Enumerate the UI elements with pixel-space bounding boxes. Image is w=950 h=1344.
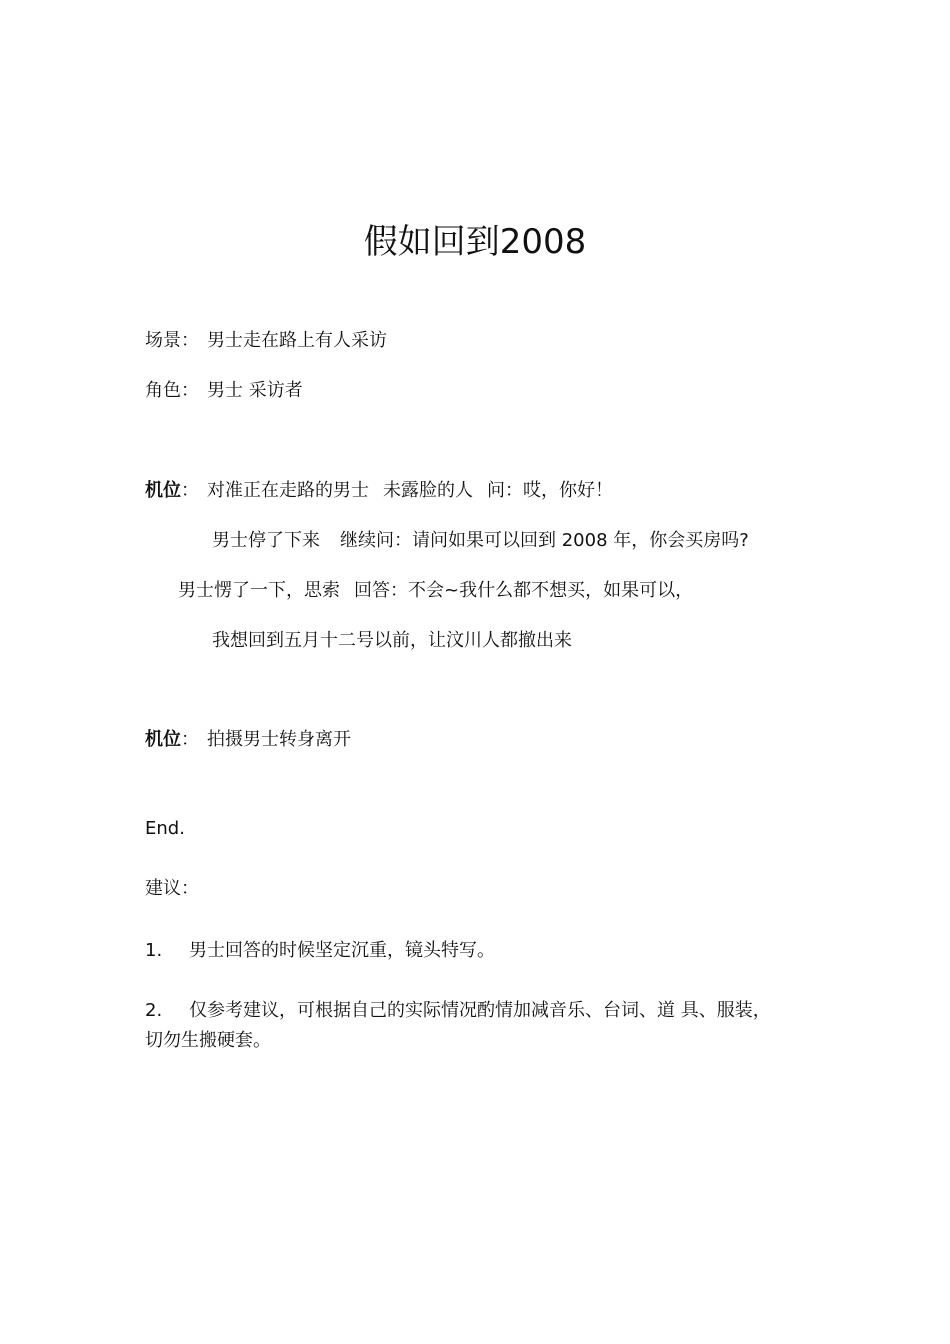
end-marker: End. bbox=[145, 818, 185, 839]
dialogue-1-action: 男士停了下来 bbox=[212, 530, 320, 551]
dialogue-2-speech: 回答：不会~我什么都不想买，如果可以， bbox=[354, 580, 694, 601]
shot1-action: 对准正在走路的男士 bbox=[207, 480, 369, 501]
suggestion-item-2 bbox=[145, 996, 815, 1056]
shot2-line bbox=[145, 727, 351, 753]
suggestion-1-number: 1. bbox=[145, 940, 163, 961]
roles-line bbox=[145, 378, 303, 404]
shot2-label: 机位 bbox=[145, 729, 181, 750]
dialogue-3-text: 我想回到五月十二号以前，让汶川人都撤出来 bbox=[212, 630, 572, 651]
dialogue-line-2 bbox=[178, 578, 693, 604]
suggestion-2-number: 2. bbox=[145, 1000, 163, 1021]
dialogue-1-speech: 继续问：请问如果可以回到 2008 年，你会买房吗? bbox=[340, 530, 749, 551]
shot1-label: 机位 bbox=[145, 480, 181, 501]
roles-label: 角色： bbox=[145, 380, 199, 401]
suggestions-heading: 建议： bbox=[145, 878, 199, 899]
suggestion-2-continuation: 切勿生搬硬套。 bbox=[145, 1030, 271, 1051]
scene-line bbox=[145, 328, 387, 354]
roles-text: 男士 采访者 bbox=[207, 380, 303, 401]
shot1-subject: 未露脸的人 bbox=[383, 480, 473, 501]
shot1-colon: ： bbox=[181, 480, 199, 501]
shot1-line bbox=[145, 478, 613, 504]
shot2-colon: ： bbox=[181, 729, 199, 750]
dialogue-line-3 bbox=[212, 628, 572, 654]
suggestion-1-text: 男士回答的时候坚定沉重，镜头特写。 bbox=[189, 940, 495, 961]
scene-text: 男士走在路上有人采访 bbox=[207, 330, 387, 351]
dialogue-line-1 bbox=[212, 528, 749, 554]
dialogue-2-action: 男士愣了一下，思索 bbox=[178, 580, 340, 601]
suggestion-2-text: 仅参考建议，可根据自己的实际情况酌情加减音乐、台词、道 具、服装， bbox=[189, 1000, 771, 1021]
suggestion-item-1 bbox=[145, 938, 495, 964]
scene-label: 场景： bbox=[145, 330, 199, 351]
document-title: 假如回到2008 bbox=[363, 222, 587, 262]
shot2-text: 拍摄男士转身离开 bbox=[207, 729, 351, 750]
shot1-dialogue: 问：哎，你好！ bbox=[487, 480, 613, 501]
